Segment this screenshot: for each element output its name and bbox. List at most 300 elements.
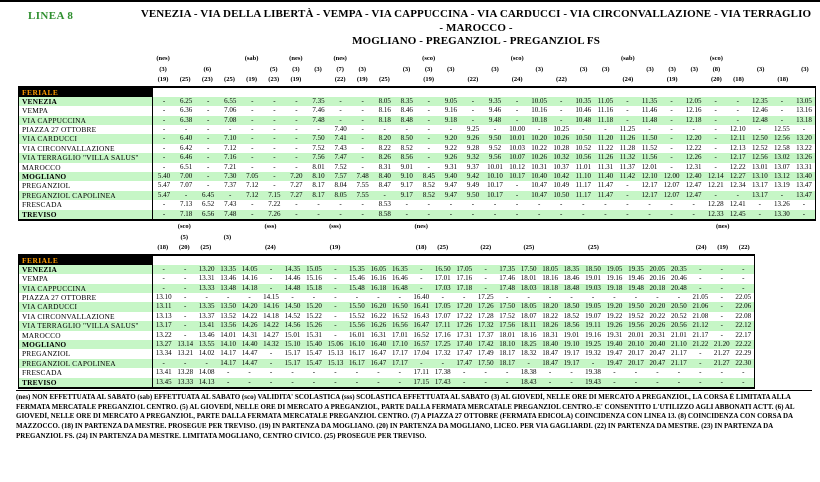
run-annotation: [617, 65, 639, 76]
station-name: MOGLIANO: [19, 340, 153, 349]
time-cell: 17.31: [456, 330, 473, 339]
time-cell: 7.13: [179, 200, 193, 209]
time-cell: 18.31: [542, 330, 558, 339]
time-cell: 7.40: [334, 125, 347, 134]
time-cell: 18.16: [520, 330, 537, 339]
time-cell: -: [184, 330, 187, 339]
time-cell: 13.02: [774, 153, 790, 162]
time-cell: -: [626, 200, 629, 209]
time-cell: 8.45: [422, 172, 435, 181]
time-cell: 18.10: [499, 340, 516, 349]
time-cell: -: [420, 264, 423, 273]
time-cell: 16.41: [413, 302, 430, 311]
time-cell: -: [334, 311, 337, 320]
time-cell: -: [334, 264, 337, 273]
time-cell: 11.05: [597, 96, 614, 105]
time-cell: 20.20: [649, 302, 666, 311]
station-row: [19, 97, 815, 106]
time-cell: -: [780, 96, 784, 105]
time-cell: 16.56: [391, 321, 408, 330]
time-cell: 19.43: [585, 377, 601, 386]
time-cell: 13.56: [220, 321, 236, 330]
time-cell: 15.05: [306, 264, 322, 273]
time-cell: -: [720, 293, 723, 302]
time-cell: 9.10: [400, 172, 413, 181]
run-annotation: (25): [179, 76, 191, 83]
time-cell: -: [291, 377, 294, 386]
time-cell: -: [548, 368, 552, 377]
time-cell: -: [699, 358, 702, 367]
time-cell: 9.32: [466, 153, 480, 162]
run-annotation: (18): [777, 76, 789, 83]
run-annotation: [528, 54, 550, 65]
time-cell: 7.20: [290, 172, 303, 181]
time-cell: 10.47: [531, 181, 548, 190]
time-cell: -: [582, 209, 585, 218]
station-name: PREGANZIOL: [19, 181, 153, 190]
time-cell: 17.50: [499, 302, 516, 311]
time-cell: -: [273, 153, 276, 162]
time-cell: -: [162, 106, 166, 115]
time-cell: 17.11: [435, 321, 451, 330]
run-annotation: (3): [491, 65, 499, 73]
run-annotation: [174, 54, 196, 65]
station-row: [19, 172, 815, 181]
run-annotation: [497, 243, 519, 254]
run-annotation: (nes): [414, 223, 428, 230]
time-cell: 17.56: [499, 321, 516, 330]
time-cell: 11.18: [597, 115, 614, 124]
run-annotation: (3): [801, 65, 809, 73]
time-cell: 12.17: [729, 153, 746, 162]
run-annotation: [528, 75, 550, 86]
station-name: PIAZZA 27 OTTOBRE: [19, 125, 153, 134]
time-cell: 17.16: [456, 274, 473, 283]
time-cell: -: [626, 181, 629, 190]
run-annotation: [506, 65, 528, 76]
time-cell: -: [248, 368, 251, 377]
time-cell: -: [656, 377, 659, 386]
time-cell: -: [405, 125, 408, 134]
run-annotation: (20): [178, 244, 190, 251]
run-annotation: [561, 233, 583, 244]
time-cell: 7.48: [224, 209, 237, 218]
time-cell: 9.49: [466, 181, 480, 190]
run-annotation: [303, 233, 325, 244]
time-cell: 13.26: [796, 153, 812, 162]
time-cell: 7.56: [312, 153, 325, 162]
run-annotation: (19): [329, 244, 341, 251]
time-cell: 14.48: [284, 283, 301, 292]
time-cell: 20.17: [628, 358, 644, 367]
time-cell: 11.20: [597, 134, 614, 143]
time-cell: 16.40: [413, 293, 430, 302]
time-cell: -: [339, 200, 342, 209]
time-cell: -: [515, 200, 519, 209]
time-cell: 10.37: [553, 162, 570, 171]
time-cell: -: [291, 368, 294, 377]
station-name: VIA CAPPUCCINA: [19, 284, 153, 293]
run-annotation: [647, 222, 669, 233]
time-cell: 11.01: [575, 162, 592, 171]
run-annotation: (3): [446, 65, 455, 73]
run-annotation: [604, 222, 626, 233]
time-cell: -: [720, 377, 723, 386]
run-annotation: [595, 54, 617, 65]
time-cell: -: [273, 106, 276, 115]
time-cell: 12.33: [707, 209, 724, 218]
run-annotation: [196, 54, 218, 65]
run-annotation: (19): [157, 76, 169, 83]
time-cell: -: [560, 115, 563, 124]
time-cell: 8.31: [378, 162, 391, 171]
time-cell: -: [229, 125, 232, 134]
time-cell: 17.05: [456, 264, 473, 273]
time-cell: 17.01: [434, 274, 451, 283]
time-cell: 14.56: [284, 321, 301, 330]
time-cell: 8.58: [378, 209, 391, 218]
run-annotation: (3): [646, 65, 654, 73]
run-annotation: (sss): [264, 223, 277, 230]
time-cell: 17.32: [477, 321, 494, 330]
station-row: [19, 125, 815, 134]
time-cell: 14.16: [263, 302, 279, 311]
time-cell: 18.11: [520, 321, 537, 330]
time-cell: -: [427, 134, 430, 143]
time-cell: 13.26: [774, 200, 790, 209]
run-annotation: (3): [668, 65, 676, 73]
time-cell: -: [699, 368, 702, 377]
time-cell: 10.01: [487, 162, 503, 171]
time-cell: 7.55: [356, 181, 369, 190]
time-cell: -: [317, 209, 320, 218]
time-cell: 18.46: [563, 274, 580, 283]
time-cell: -: [184, 264, 187, 273]
time-cell: 9.31: [444, 162, 458, 171]
time-cell: 20.48: [670, 283, 687, 292]
time-cell: -: [248, 293, 251, 302]
time-cell: 12.14: [707, 172, 724, 181]
time-cell: -: [251, 153, 254, 162]
time-cell: 12.48: [751, 115, 768, 124]
time-cell: 14.18: [263, 311, 279, 320]
time-cell: 7.48: [356, 172, 369, 181]
station-row: [19, 312, 754, 321]
time-cell: -: [295, 134, 298, 143]
time-cell: -: [251, 115, 254, 124]
time-cell: -: [206, 153, 210, 162]
time-cell: -: [184, 358, 187, 367]
time-cell: 6.56: [202, 209, 215, 218]
time-cell: 7.10: [224, 134, 237, 143]
station-name: VIA CIRCONVALLAZIONE: [19, 144, 153, 153]
time-cell: -: [626, 190, 629, 199]
time-cell: 17.05: [434, 302, 451, 311]
run-annotation: [595, 75, 617, 86]
time-cell: 12.10: [729, 125, 746, 134]
time-cell: 22.22: [735, 340, 752, 349]
time-cell: -: [515, 96, 519, 105]
time-cell: 15.35: [349, 264, 365, 273]
time-cell: 21.27: [713, 349, 730, 358]
run-annotation: [484, 75, 506, 86]
time-cell: 15.13: [327, 349, 344, 358]
time-cell: -: [670, 125, 673, 134]
time-cell: 16.40: [370, 340, 387, 349]
time-cell: -: [648, 209, 651, 218]
time-cell: 12.52: [751, 143, 768, 152]
time-cell: -: [582, 200, 585, 209]
time-cell: 19.03: [585, 283, 601, 292]
time-cell: 17.07: [434, 311, 451, 320]
time-cell: 12.28: [707, 200, 724, 209]
time-cell: 12.16: [685, 106, 702, 115]
run-annotation: [174, 65, 196, 76]
time-cell: 15.26: [306, 321, 322, 330]
time-cell: 21.06: [692, 302, 709, 311]
run-annotation: (sco): [709, 55, 723, 62]
time-cell: 19.01: [585, 274, 601, 283]
time-cell: -: [269, 264, 273, 273]
station-name: VEMPA: [19, 274, 153, 283]
time-cell: -: [742, 264, 745, 273]
time-cell: -: [720, 311, 723, 320]
time-cell: -: [736, 115, 739, 124]
time-cell: -: [427, 96, 430, 105]
station-row: [19, 106, 815, 115]
time-cell: -: [291, 293, 294, 302]
run-annotation: [238, 233, 260, 244]
time-cell: 11.48: [641, 115, 658, 124]
run-annotation: (6): [203, 65, 212, 73]
time-cell: 19.18: [606, 283, 623, 292]
time-cell: 20.47: [649, 358, 666, 367]
time-cell: -: [613, 293, 616, 302]
run-annotation: [583, 222, 605, 233]
station-name: PREGANZIOL CAPOLINEA: [19, 191, 153, 200]
time-cell: 9.16: [444, 106, 458, 115]
time-cell: -: [162, 162, 166, 171]
time-cell: 17.46: [499, 274, 516, 283]
time-cell: 7.05: [246, 172, 259, 181]
time-cell: -: [251, 209, 254, 218]
time-cell: -: [714, 134, 717, 143]
time-cell: 18.50: [563, 302, 580, 311]
time-cell: 18.25: [520, 340, 537, 349]
time-cell: 18.01: [499, 330, 516, 339]
time-cell: 13.46: [220, 274, 236, 283]
time-cell: 10.56: [575, 153, 592, 162]
time-cell: 21.05: [692, 293, 709, 302]
time-cell: -: [714, 190, 717, 199]
time-cell: 10.26: [553, 134, 570, 143]
time-cell: -: [295, 153, 298, 162]
time-cell: 7.21: [224, 162, 237, 171]
time-cell: 11.16: [597, 106, 614, 115]
run-annotation: (3): [579, 65, 588, 73]
time-cell: 12.13: [729, 143, 746, 152]
time-cell: -: [361, 125, 364, 134]
time-cell: 9.46: [488, 106, 502, 115]
annotation-spacer: [18, 222, 152, 233]
time-cell: 8.16: [378, 106, 391, 115]
time-cell: -: [560, 106, 563, 115]
time-cell: 12.10: [641, 172, 658, 181]
station-name: PIAZZA 27 OTTOBRE: [19, 293, 153, 302]
time-cell: 18.03: [520, 283, 537, 292]
time-cell: -: [670, 209, 673, 218]
time-cell: 16.35: [391, 264, 408, 273]
run-annotation: (7): [336, 65, 344, 73]
time-cell: 20.05: [649, 264, 666, 273]
run-annotation: (3): [424, 65, 433, 73]
time-cell: 13.48: [220, 283, 236, 292]
station-name: VIA CIRCONVALLAZIONE: [19, 312, 153, 321]
run-annotation: [410, 233, 432, 244]
station-row: [19, 284, 754, 293]
time-cell: 13.41: [155, 368, 172, 377]
time-cell: 9.17: [400, 181, 413, 190]
time-cell: 17.35: [499, 264, 516, 273]
run-annotation: [367, 243, 389, 254]
time-cell: -: [427, 125, 430, 134]
time-cell: 8.05: [334, 190, 347, 199]
time-cell: 9.40: [444, 172, 458, 181]
time-cell: 13.34: [155, 349, 172, 358]
time-cell: 14.22: [241, 311, 258, 320]
run-annotation: (8): [712, 65, 721, 73]
time-cell: -: [441, 358, 444, 367]
time-cell: 15.20: [306, 302, 322, 311]
time-cell: 13.01: [751, 162, 768, 171]
time-cell: -: [505, 293, 509, 302]
time-cell: 10.32: [553, 153, 570, 162]
time-cell: 7.47: [334, 153, 347, 162]
run-annotation: [540, 222, 562, 233]
station-row: [19, 349, 754, 358]
run-annotation: (23): [201, 76, 213, 83]
run-annotation: (nes): [156, 55, 170, 62]
station-row: [19, 200, 815, 209]
run-annotation: [573, 54, 595, 65]
time-cell: -: [720, 283, 723, 292]
time-cell: -: [339, 106, 342, 115]
time-cell: 17.18: [456, 283, 473, 292]
run-annotation: [639, 54, 661, 65]
run-annotation: [367, 233, 389, 244]
run-annotation: [497, 222, 519, 233]
time-cell: -: [758, 200, 761, 209]
time-cell: 13.05: [796, 96, 812, 105]
run-annotation: [647, 233, 669, 244]
run-annotation: [669, 243, 691, 254]
time-cell: 10.50: [575, 134, 592, 143]
time-cell: 15.17: [284, 349, 301, 358]
time-cell: 21.12: [692, 321, 709, 330]
run-annotation: [794, 75, 816, 86]
time-cell: -: [383, 190, 386, 199]
time-cell: 15.16: [306, 274, 322, 283]
time-cell: 19.01: [563, 330, 580, 339]
time-cell: -: [493, 125, 497, 134]
time-cell: -: [484, 368, 487, 377]
time-cell: -: [251, 134, 254, 143]
run-annotation: (3): [314, 65, 322, 73]
station-name: FRESCADA: [19, 368, 153, 377]
run-annotation: (3): [292, 65, 300, 73]
time-cell: -: [527, 358, 530, 367]
time-cell: -: [269, 283, 273, 292]
time-cell: 12.56: [774, 134, 790, 143]
time-cell: 10.42: [553, 172, 570, 181]
time-cell: 15.22: [306, 311, 322, 320]
time-cell: -: [405, 209, 408, 218]
time-cell: -: [334, 302, 337, 311]
time-cell: 16.50: [434, 264, 451, 273]
station-row: [19, 321, 754, 330]
run-annotation: [440, 54, 462, 65]
run-annotation: (25): [588, 244, 599, 251]
time-cell: 18.47: [542, 358, 558, 367]
time-cell: -: [484, 264, 487, 273]
time-cell: 7.15: [268, 190, 281, 199]
footer-rule: [16, 390, 812, 391]
time-cell: 13.47: [796, 181, 812, 190]
run-annotation: (nes): [289, 55, 303, 62]
time-cell: -: [699, 274, 702, 283]
run-annotation: [307, 54, 329, 65]
time-cell: -: [570, 293, 573, 302]
period-label: FERIALE: [19, 88, 153, 97]
run-annotation: [238, 222, 260, 233]
time-cell: 10.18: [531, 115, 548, 124]
run-annotation: (19): [290, 76, 302, 83]
station-name: TREVISO: [19, 210, 153, 219]
time-cell: -: [334, 321, 337, 330]
time-cell: -: [427, 106, 430, 115]
run-annotation: [561, 222, 583, 233]
time-cell: 16.16: [370, 274, 387, 283]
time-cell: 16.18: [370, 283, 387, 292]
time-cell: 13.16: [796, 106, 812, 115]
time-cell: -: [334, 283, 337, 292]
time-cell: 14.05: [241, 264, 258, 273]
time-cell: -: [484, 377, 487, 386]
time-cell: -: [206, 134, 210, 143]
time-cell: 13.37: [198, 311, 215, 320]
run-annotation: (19): [246, 76, 258, 83]
period-row-filler: [153, 88, 815, 97]
time-cell: 20.35: [670, 264, 687, 273]
time-cell: 7.07: [179, 181, 193, 190]
time-cell: 12.20: [685, 134, 702, 143]
time-cell: 14.32: [263, 340, 279, 349]
time-cell: 11.32: [619, 153, 636, 162]
time-cell: 17.32: [434, 349, 451, 358]
time-cell: 22.30: [735, 358, 752, 367]
time-cell: -: [634, 377, 638, 386]
time-cell: -: [570, 368, 573, 377]
run-annotation: [690, 222, 712, 233]
time-cell: -: [714, 106, 717, 115]
run-annotation: (23): [268, 76, 280, 83]
time-cell: 14.47: [241, 358, 258, 367]
time-cell: 14.52: [284, 311, 301, 320]
time-cell: -: [251, 96, 254, 105]
time-cell: 19.22: [606, 311, 623, 320]
time-cell: 12.50: [751, 134, 768, 143]
time-cell: -: [206, 125, 210, 134]
